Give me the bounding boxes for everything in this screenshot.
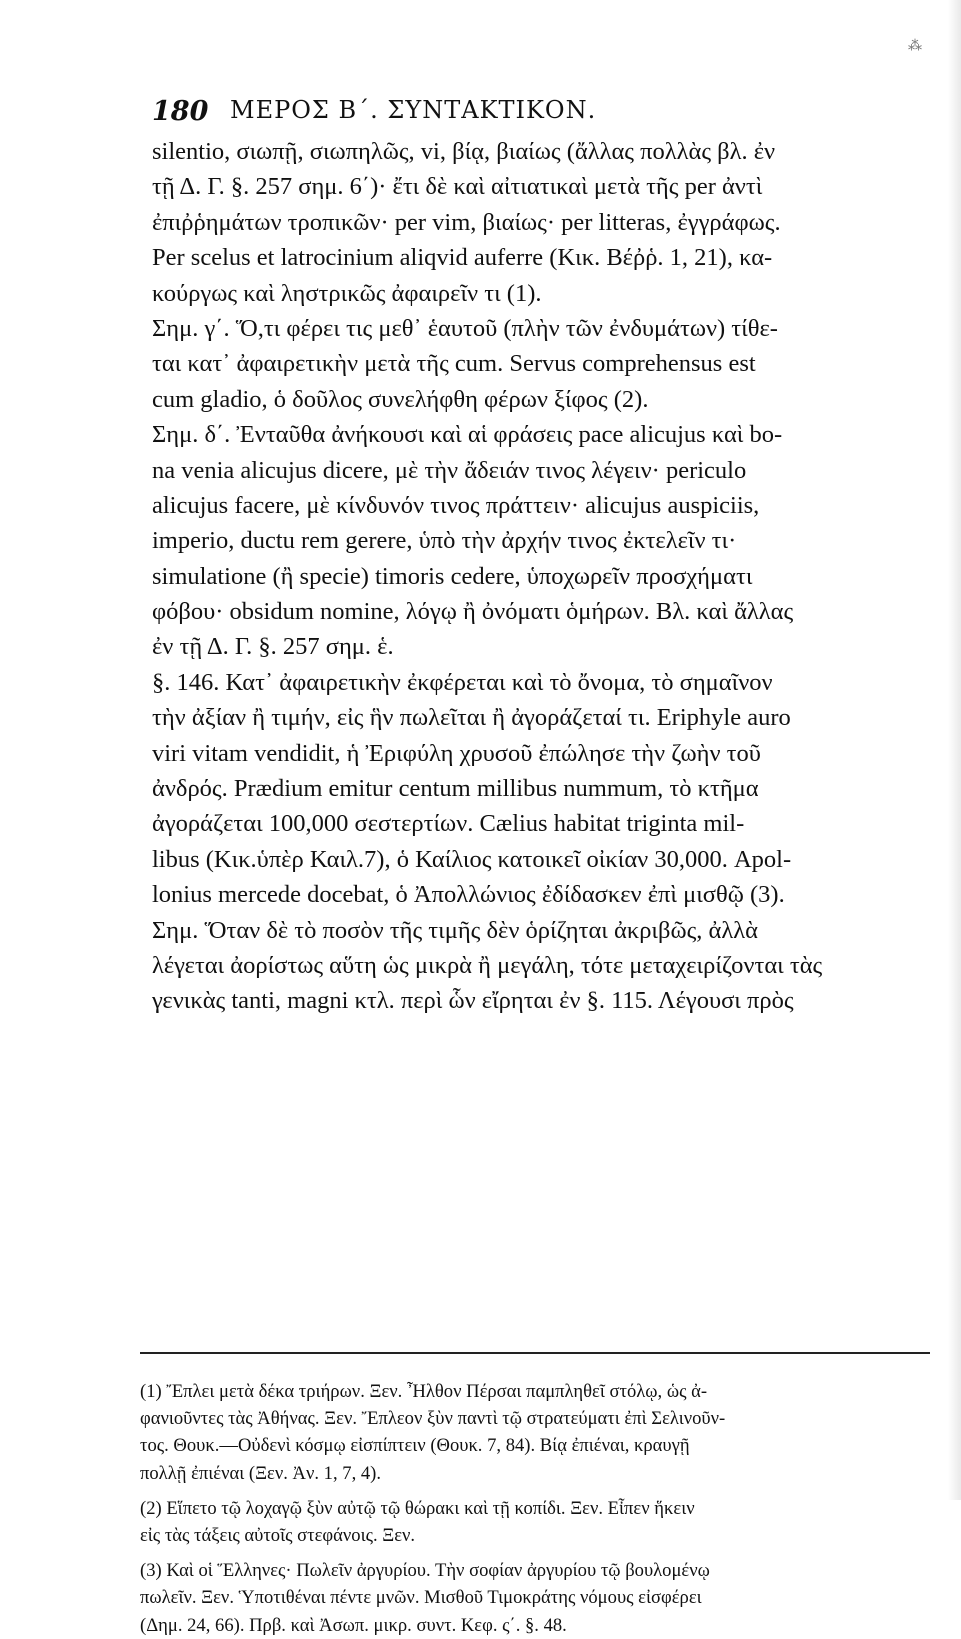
text-line: ται κατ᾽ ἀφαιρετικὴν μετὰ τῆς cum. Servus comprehensus est xyxy=(152,350,756,378)
footnotes xyxy=(140,1378,940,1639)
text-line: ἀγοράζεται 100,000 σεστερτίων. Cælius habitat triginta mil- xyxy=(152,810,745,838)
text-line: γενικὰς tanti, magni κτλ. περὶ ὧν εἴρηται ἐν §. 115. Λέγουσι πρὸς xyxy=(152,987,794,1015)
text-line: §. 146. Κατ᾽ ἀφαιρετικὴν ἐκφέρεται καὶ τὸ ὄνομα, τὸ σημαῖνον xyxy=(152,668,773,696)
text-line: κούργως καὶ ληστρικῶς ἀφαιρεῖν τι (1). xyxy=(152,279,542,307)
text-line: ἐπιῤῥημάτων τροπικῶν· per vim, βιαίως· per litteras, ἐγγράφως. xyxy=(152,208,781,236)
facing-page-edge xyxy=(948,0,961,1500)
text-line: λέγεται ἀορίστως αὕτη ὡς μικρὰ ἢ μεγάλη, τότε μεταχειρίζονται τὰς xyxy=(152,951,823,979)
main-text xyxy=(152,134,942,1019)
text-line: cum gladio, ὁ δοῦλος συνελήφθη φέρων ξίφος (2). xyxy=(152,385,649,413)
text-line: ἀνδρός. Prædium emitur centum millibus nummum, τὸ κτῆμα xyxy=(152,775,759,803)
text-line: libus (Κικ.ὑπὲρ Καιλ.7), ὁ Καίλιος κατοικεῖ οἰκίαν 30,000. Apol- xyxy=(152,845,792,873)
text-line: ἐν τῇ Δ. Γ. §. 257 σημ. ἑ. xyxy=(152,633,394,661)
footnote-line: (2) Εἵπετο τῷ λοχαγῷ ξὺν αὐτῷ τῷ θώρακι καὶ τῇ κοπίδι. Ξεν. Εἶπεν ἥκειν xyxy=(140,1497,695,1519)
text-line: Σημ. δ΄. Ἐνταῦθα ἀνήκουσι καὶ αἱ φράσεις pace alicujus καὶ bo- xyxy=(152,421,783,449)
text-line: na venia alicujus dicere, μὲ τὴν ἄδειάν τινος λέγειν· periculo xyxy=(152,456,747,484)
text-line: imperio, ductu rem gerere, ὑπὸ τὴν ἀρχήν τινος ἐκτελεῖν τι· xyxy=(152,527,737,555)
footnote-line: εἰς τὰς τάξεις αὐτοῖς στεφάνοις. Ξεν. xyxy=(140,1525,416,1547)
text-line: τῇ Δ. Γ. §. 257 σημ. 6΄)· ἔτι δὲ καὶ αἰτιατικαὶ μετὰ τῆς per ἀντὶ xyxy=(152,173,763,201)
text-line: Σημ. γ΄. Ὅ,τι φέρει τις μεθ᾽ ἑαυτοῦ (πλὴν τῶν ἐνδυμάτων) τίθε- xyxy=(152,314,778,342)
footnote-line: (1) Ἔπλει μετὰ δέκα τριήρων. Ξεν. Ἦλθον Πέρσαι παμπληθεῖ στόλῳ, ὡς ἀ- xyxy=(140,1381,708,1402)
footnote-3 xyxy=(140,1557,940,1639)
text-line: simulatione (ἢ specie) timoris cedere, ὑποχωρεῖν προσχήματι xyxy=(152,562,753,590)
text-line: Σημ. Ὅταν δὲ τὸ ποσὸν τῆς τιμῆς δὲν ὁρίζηται ἀκριβῶς, ἀλλὰ xyxy=(152,916,758,944)
page-header xyxy=(152,92,912,132)
footnote-line: φανιοῦντες τὰς Ἀθήνας. Ξεν. Ἔπλεον ξὺν παντὶ τῷ στρατεύματι ἐπὶ Σελινοῦν- xyxy=(140,1408,726,1430)
footnote-line: πωλεῖν. Ξεν. Ὑποτιθέναι πέντε μνῶν. Μισθοῦ Τιμοκράτης νόμους εἰσφέρει xyxy=(140,1587,702,1609)
footnote-2 xyxy=(140,1495,940,1549)
text-line: alicujus facere, μὲ κίνδυνόν τινος πράττειν· alicujus auspiciis, xyxy=(152,491,760,519)
footnote-line: (Δημ. 24, 66). Πρβ. καὶ Ἀσωπ. μικρ. συντ. Κεφ. ς΄. §. 48. xyxy=(140,1614,567,1636)
text-line: τὴν ἀξίαν ἢ τιμήν, εἰς ἣν πωλεῖται ἢ ἀγοράζεταί τι. Eriphyle auro xyxy=(152,704,791,732)
text-line: lonius mercede docebat, ὁ Ἀπολλώνιος ἐδίδασκεν ἐπὶ μισθῷ (3). xyxy=(152,881,785,909)
corner-smudge: ⁂ xyxy=(908,38,922,54)
text-line: Per scelus et latrocinium aliqvid auferre (Κικ. Βέῤῥ. 1, 21), κα- xyxy=(152,244,773,272)
footnote-line: (3) Καὶ οἱ Ἕλληνες· Πωλεῖν ἀργυρίου. Τὴν σοφίαν ἀργυρίου τῷ βουλομένῳ xyxy=(140,1560,710,1582)
footnote-line: τος. Θουκ.—Οὐδενὶ κόσμῳ εἰσπίπτειν (Θουκ. 7, 84). Βίᾳ ἐπιέναι, κραυγῇ xyxy=(140,1435,690,1457)
footnote-rule xyxy=(140,1352,930,1354)
footnote-1 xyxy=(140,1378,940,1487)
page-number: 180 xyxy=(152,96,209,127)
text-line: φόβου· obsidum nomine, λόγῳ ἢ ὀνόματι ὁμήρων. Βλ. καὶ ἄλλας xyxy=(152,598,794,626)
running-head: ΜΕΡΟΣ Β΄. ΣΥΝΤΑΚΤΙΚΟΝ. xyxy=(230,96,597,124)
footnote-line: πολλῇ ἐπιέναι (Ξεν. Ἀν. 1, 7, 4). xyxy=(140,1462,382,1484)
text-line: silentio, σιωπῇ, σιωπηλῶς, vi, βίᾳ, βιαίως (ἄλλας πολλὰς βλ. ἐν xyxy=(152,138,776,165)
text-line: viri vitam vendidit, ἡ Ἐριφύλη χρυσοῦ ἐπώλησε τὴν ζωὴν τοῦ xyxy=(152,739,761,767)
